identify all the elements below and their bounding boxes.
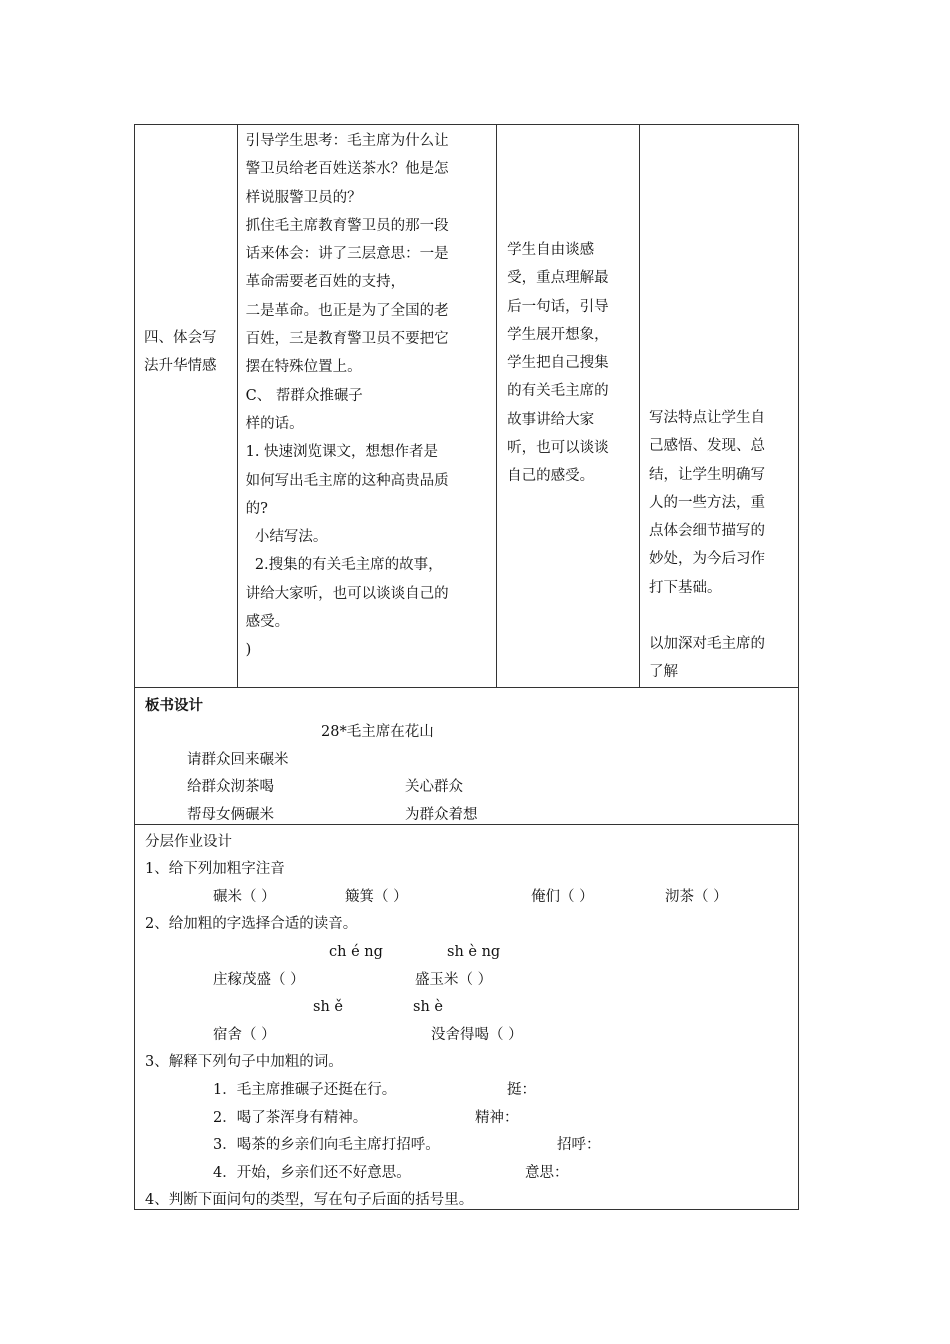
student-activity-line: 后一句话，引导: [507, 298, 609, 315]
q2-pinyin-2: sh è ng: [447, 944, 501, 961]
board-right-1: 关心群众: [405, 779, 463, 796]
design-intent-line: 人的一些方法，重: [649, 494, 766, 511]
stage-label: [135, 125, 237, 381]
student-activity-line: 故事讲给大家: [507, 411, 595, 428]
teacher-activity-text: [238, 125, 497, 685]
stage-line: 法升华情感: [144, 358, 217, 375]
design-intent-line: 以加深对毛主席的: [649, 636, 766, 653]
board-title: 28*毛主席在花山: [321, 724, 434, 741]
student-activity-line: 听，也可以谈谈: [507, 440, 609, 457]
teacher-activity-line: 的?: [245, 500, 268, 517]
q1-item-2: 簸箕（ ）: [345, 888, 408, 905]
board-right-2: 为群众着想: [405, 807, 478, 824]
student-activity-line: 的有关毛主席的: [507, 383, 609, 400]
design-intent-cell: [640, 125, 799, 688]
board-left-2: 给群众沏茶喝: [187, 779, 274, 796]
student-activity-line: 受，重点理解最: [507, 270, 609, 287]
board-design-cell: [135, 687, 799, 824]
stage-line: 四、体会写: [144, 330, 217, 346]
teacher-activity-line: 抓住毛主席教育警卫员的那一段: [245, 217, 449, 234]
design-intent-line: 写法特点让学生自: [649, 410, 766, 426]
q1-item-1: 碾米（ ）: [213, 888, 276, 905]
lesson-plan-table: [134, 124, 799, 1210]
q3-sentence-4: 4．开始，乡亲们还不好意思。: [213, 1164, 411, 1181]
q4-title: 4、判断下面问句的类型，写在句子后面的括号里。: [145, 1192, 474, 1209]
teacher-activity-line: C、 帮群众推碾子: [245, 387, 363, 404]
q2-pinyin-1: ch é ng: [329, 944, 383, 961]
q3-sentence-3: 3．喝茶的乡亲们向毛主席打招呼。: [213, 1137, 440, 1154]
teacher-activity-line: 摆在特殊位置上。: [245, 359, 362, 376]
q2-pinyin-4: sh è: [413, 999, 443, 1016]
design-intent-text: [640, 125, 798, 687]
teacher-activity-line: 1. 快速浏览课文，想想作者是: [245, 444, 439, 461]
homework-heading: 分层作业设计: [145, 833, 232, 850]
q3-title: 3、解释下列句子中加粗的词。: [145, 1054, 343, 1071]
q3-sentence-2: 2．喝了茶浑身有精神。: [213, 1109, 368, 1126]
student-activity-line: 学生自由谈感: [507, 242, 595, 258]
teacher-activity-line: 2.搜集的有关毛主席的故事，: [245, 557, 443, 574]
q2-title: 2、给加粗的字选择合适的读音。: [145, 916, 358, 933]
q1-title: 1、给下列加粗字注音: [145, 861, 285, 878]
q1-item-4: 沏茶（ ）: [665, 888, 728, 905]
teacher-activity-line: 感受。: [245, 614, 290, 631]
teacher-activity-line: 小结写法。: [245, 529, 328, 546]
q2-item-4: 没舍得喝（ ）: [431, 1026, 523, 1043]
design-intent-line: 结，让学生明确写: [649, 466, 766, 483]
stage-cell: [135, 125, 238, 688]
q1-item-3: 俺们（ ）: [531, 888, 594, 905]
q3-word-3: 招呼：: [557, 1137, 601, 1154]
teacher-activity-line: 话来体会：讲了三层意思：一是: [245, 246, 449, 263]
teacher-activity-line: 百姓，三是教育警卫员不要把它: [245, 331, 449, 348]
homework-row: [135, 824, 799, 1209]
board-design-row: [135, 687, 799, 824]
student-activity-cell: [497, 125, 640, 688]
design-intent-line: 己感悟、发现、总: [649, 438, 766, 455]
q3-word-1: 挺：: [507, 1082, 536, 1099]
q2-item-2: 盛玉米（ ）: [415, 971, 493, 988]
q3-word-4: 意思：: [525, 1164, 569, 1181]
teacher-activity-cell: [237, 125, 497, 688]
teacher-activity-line: 样的话。: [245, 415, 304, 432]
design-intent-line: 点体会细节描写的: [649, 523, 766, 540]
teacher-activity-line: 如何写出毛主席的这种高贵品质: [245, 472, 449, 489]
student-activity-text: [497, 125, 639, 491]
student-activity-line: 学生展开想象，: [507, 326, 609, 343]
student-activity-line: 学生把自己搜集: [507, 355, 609, 372]
board-left-3: 帮母女俩碾米: [187, 807, 274, 824]
teacher-activity-line: 警卫员给老百姓送茶水？他是怎: [245, 161, 449, 178]
q2-item-1: 庄稼茂盛（ ）: [213, 971, 305, 988]
teacher-activity-line: 革命需要老百姓的支持，: [245, 274, 406, 291]
q2-pinyin-3: sh ě: [313, 999, 343, 1016]
teacher-activity-line: ): [245, 642, 252, 659]
design-intent-line: 打下基础。: [649, 579, 722, 596]
teaching-stage-row: [135, 125, 799, 688]
q2-item-3: 宿舍（ ）: [213, 1026, 276, 1043]
q3-word-2: 精神：: [475, 1109, 519, 1126]
teacher-activity-line: 讲给大家听，也可以谈谈自己的: [245, 585, 449, 602]
intent-spacer: [649, 602, 790, 630]
homework-cell: [135, 824, 799, 1209]
board-left-1: 请群众回来碾米: [187, 751, 289, 768]
teacher-activity-line: 引导学生思考：毛主席为什么让: [245, 133, 449, 149]
student-activity-line: 自己的感受。: [507, 468, 595, 485]
board-design-heading: 板书设计: [145, 696, 203, 714]
design-intent-line: 妙处，为今后习作: [649, 551, 766, 568]
teacher-activity-line: 二是革命。也正是为了全国的老: [245, 302, 449, 319]
teacher-activity-line: 样说服警卫员的？: [245, 189, 362, 206]
q3-sentence-1: 1．毛主席推碾子还挺在行。: [213, 1082, 397, 1099]
design-intent-line: 了解: [649, 664, 679, 681]
